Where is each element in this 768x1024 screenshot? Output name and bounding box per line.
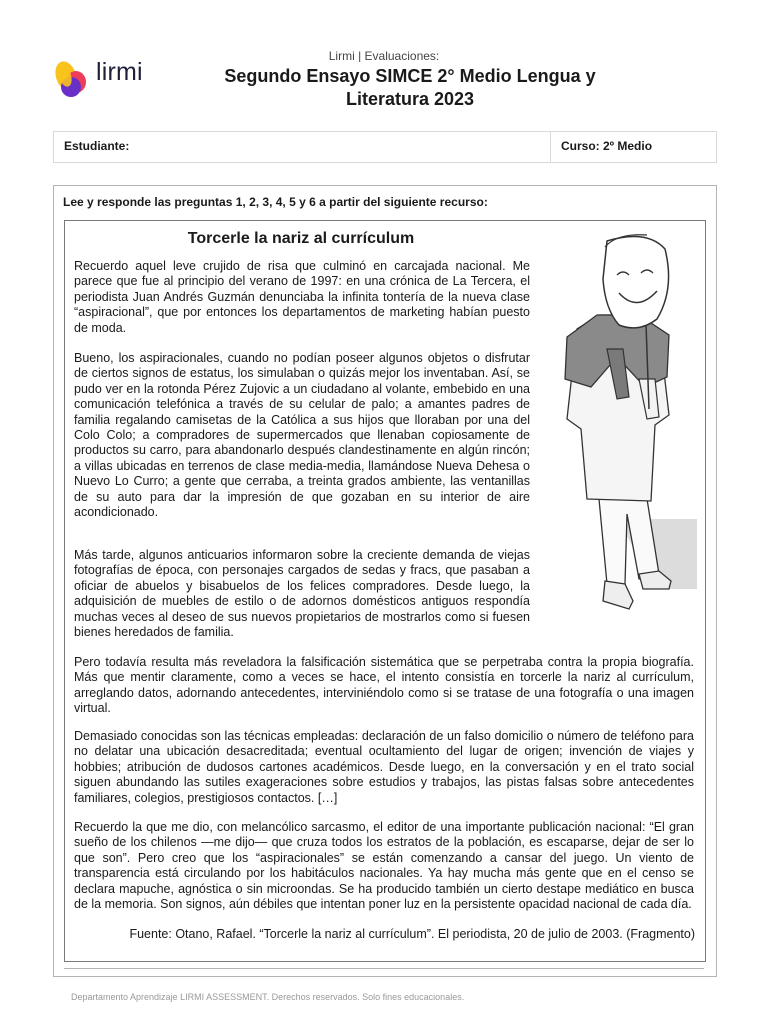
paragraph-1: Recuerdo aquel leve crujido de risa que culminó en carcajada nacional. Me parece que fue al principio del verano de 1997: en una crónica de La Tercera, el periodista Juan Andrés Guzmán denunciaba la infinita tontería de la nueva clase “aspiracional”, que por entonces los departamentos de marketing habían puesto de moda. bbox=[74, 259, 530, 335]
page-title: Segundo Ensayo SIMCE 2° Medio Lengua y Literatura 2023 bbox=[224, 66, 596, 109]
reading-title: Torcerle la nariz al currículum bbox=[187, 230, 415, 247]
footer-text: Departamento Aprendizaje LIRMI ASSESSMENT. Derechos reservados. Solo fines educacionales. bbox=[71, 992, 465, 1002]
lirmi-logo bbox=[54, 56, 146, 100]
lirmi-logo-icon bbox=[54, 56, 90, 100]
student-info-row bbox=[53, 131, 717, 163]
question-block bbox=[53, 185, 717, 977]
man-holding-smiling-mask-illustration bbox=[547, 229, 697, 624]
instructions: Lee y responde las preguntas 1, 2, 3, 4, 5 y 6 a partir del siguiente recurso: bbox=[63, 195, 488, 209]
paragraph-4: Pero todavía resulta más reveladora la falsificación sistemática que se perpetraba contra la propia biografía. Más que mentir claramente, como a veces se hace, el intento consistía en torcerle la nariz al currículum, arreglando datos, adornando antecedentes, interviniéndolo como si se tratase de una fotografía o una imagen virtual. bbox=[74, 655, 694, 716]
student-label: Estudiante: bbox=[54, 132, 551, 162]
header-top-line: Lirmi | Evaluaciones: bbox=[328, 49, 440, 62]
paragraph-5: Demasiado conocidas son las técnicas empleadas: declaración de un falso domicilio o número de teléfono para no delatar una ubicación desacreditada; eventual ocultamiento del lugar de origen; invención de viajes y hobbies; atribución de dudosos cartones académicos. Desde luego, en la conversación y en el trato social siguen abundando las sutiles exageraciones sobre estudios y trabajos, las pistas falsas sobre antecedentes familiares, colegios, prestigiosos contactos. […] bbox=[74, 729, 694, 805]
divider bbox=[64, 968, 704, 969]
logo-wordmark: lirmi bbox=[96, 58, 143, 86]
paragraph-3: Más tarde, algunos anticuarios informaron sobre la creciente demanda de viejas fotografías de época, con personajes cargados de sedas y fracs, que pasaban a oficiar de abuelos y bisabuelos de los felices compradores. Desde luego, la adquisición de muebles de estilo o de adornos domésticos antiguos respondía muchas veces al deseo de sus nuevos propietarios de mostrarlos como si fuesen bienes heredados de familia. bbox=[74, 548, 530, 640]
source-citation: Fuente: Otano, Rafael. “Torcerle la nariz al currículum”. El periodista, 20 de julio de 2003. (Fragmento) bbox=[129, 927, 695, 941]
paragraph-2: Bueno, los aspiracionales, cuando no podían poseer algunos objetos o disfrutar de ciertos signos de estatus, los simulaban o quizás mejor los inventaban. Así, se pudo ver en la rotonda Pérez Zujovic a un ciudadano al volante, embebido en una comunicación telefónica a través de su celular de palo; a amantes padres de familia regalando camisetas de la Católica a sus hijos que lloraban por una del Colo Colo; a compradores de supermercados que llenaban copiosamente de productos su carro, para abandonarlo después clandestinamente en algún rincón; a villas ubicadas en terrenos de clase media-media, llamándose Nueva Dehesa o Nuevo Lo Curro; a gente que cerraba, a treinta grados ambiente, las ventanillas de su auto para dar la impresión de que gozaban en su interior de aire acondicionado. bbox=[74, 351, 530, 520]
paragraph-6: Recuerdo la que me dio, con melancólico sarcasmo, el editor de una importante publicación nacional: “El gran sueño de los chilenos —me dijo— que cruza todos los estratos de la población, es escaparse, dejar de ser lo que son”. Pero creo que los “aspiracionales” se están comenzando a cansar del juego. Un viento de transparencia está circulando por los habitáculos nacionales. Ya hay mucha más gente que en el censo se declara mapuche, agnóstica o sin microondas. Se ha producido también un cierto destape mediático en busca de la memoria. Son signos, aún débiles que intentan poner luz en la persistente opacidad nacional de cada día. bbox=[74, 820, 694, 912]
reading-box bbox=[64, 220, 706, 962]
course-label: Curso: 2º Medio bbox=[561, 139, 653, 153]
